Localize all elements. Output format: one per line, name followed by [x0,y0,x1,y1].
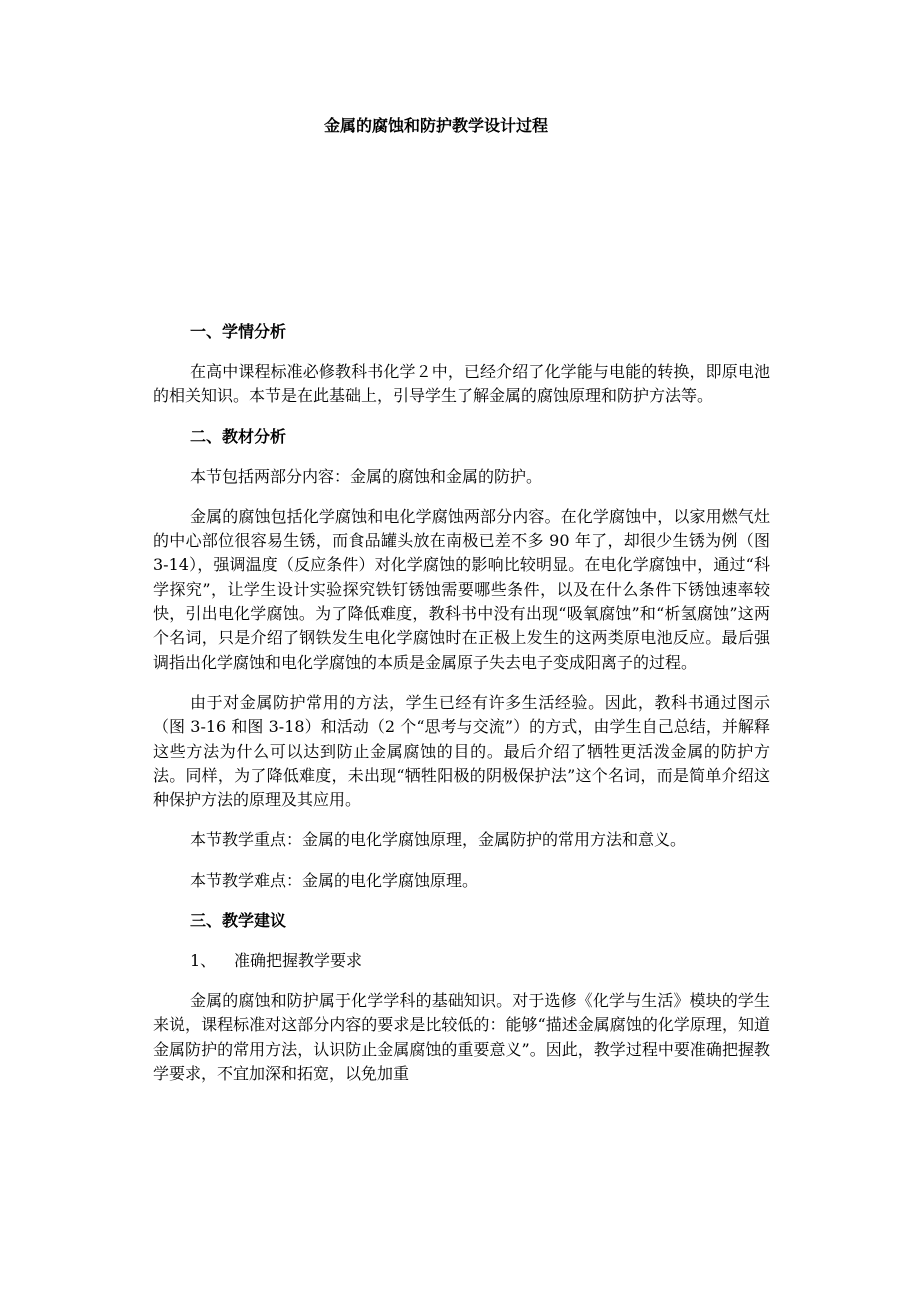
teaching-focus: 本节教学重点：金属的电化学腐蚀原理，金属防护的常用方法和意义。 [190,830,687,850]
section-heading: 一、学情分析 [190,322,287,341]
document-title: 金属的腐蚀和防护教学设计过程 [323,116,548,135]
section-textbook-analysis [153,425,770,893]
section-heading: 二、教材分析 [190,426,287,446]
section-student-analysis [153,320,770,409]
section-heading: 三、教学建议 [190,911,287,931]
subheading-number: 1、 [190,951,217,971]
teaching-difficulty: 本节教学难点：金属的电化学腐蚀原理。 [190,870,479,890]
subheading [190,949,770,973]
paragraph: 金属的腐蚀和防护属于化学学科的基础知识。对于选修《化学与生活》模块的学生来说，课程标准对这部分内容的要求是比较低的：能够“描述金属腐蚀的化学原理，知道金属防护的常用方法，认识防止金属腐蚀的重要意义”。因此，教学过程中要准确把握教学要求，不宜加深和拓宽，以免加重 [153,991,770,1083]
paragraph: 在高中课程标准必修教科书化学２中，已经介绍了化学能与电能的转换，即原电池的相关知识。本节是在此基础上，引导学生了解金属的腐蚀原理和防护方法等。 [153,362,770,406]
paragraph: 金属的腐蚀包括化学腐蚀和电化学腐蚀两部分内容。在化学腐蚀中，以家用燃气灶的中心部位很容易生锈，而食品罐头放在南极已差不多 90 年了，却很少生锈为例（图 3-14），强调温度（反应条件）对化学腐蚀的影响比较明显。在电化学腐蚀中，通过“科学探究”，让学生设计实验探究铁钉锈蚀需要哪些条件，以及在什么条件下锈蚀速率较快，引出电化学腐蚀。为了降低难度，教科书中没有出现“吸氧腐蚀”和“析氢腐蚀”这两个名词，只是介绍了钢铁发生电化学腐蚀时在正极上发生的这两类原电池反应。最后强调指出化学腐蚀和电化学腐蚀的本质是金属原子失去电子变成阳离子的过程。 [153,506,770,672]
subheading-text: 准确把握教学要求 [234,951,363,971]
paragraph: 由于对金属防护常用的方法，学生已经有许多生活经验。因此，教科书通过图示（图 3-16 和图 3-18）和活动（2 个“思考与交流”）的方式，由学生自己总结，并解释这些方法为什么可以达到防止金属腐蚀的目的。最后介绍了牺牲更活泼金属的防护方法。同样，为了降低难度，未出现“牺牲阳极的阴极保护法”这个名词，而是简单介绍这种保护方法的原理及其应用。 [153,692,770,810]
document-body [153,320,770,1102]
paragraph: 本节包括两部分内容：金属的腐蚀和金属的防护。 [190,466,543,486]
section-teaching-suggestions [153,909,770,1086]
